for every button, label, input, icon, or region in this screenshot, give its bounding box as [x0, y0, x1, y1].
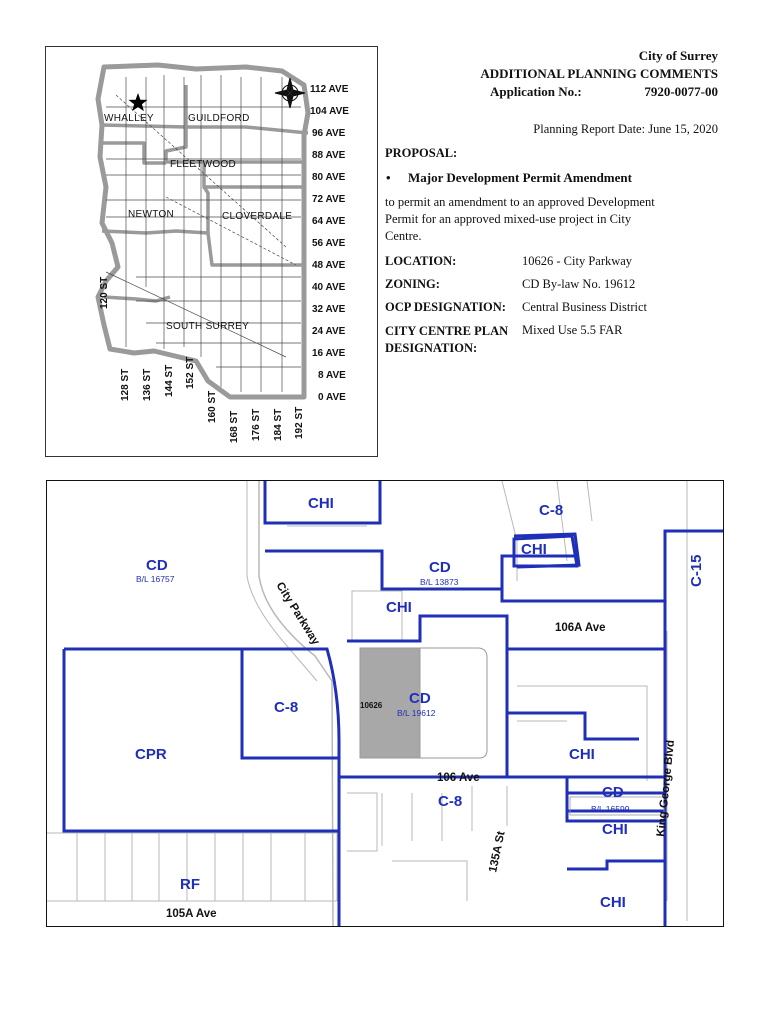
- district-label: GUILDFORD: [188, 113, 250, 124]
- street-label: 136 ST: [142, 368, 153, 401]
- district-label: NEWTON: [128, 209, 175, 220]
- avenue-label: 16 AVE: [312, 348, 346, 359]
- street-label: 160 ST: [207, 390, 218, 423]
- street-labels: [99, 277, 305, 443]
- avenue-labels: [310, 84, 349, 403]
- zone-label-rf: RF: [180, 876, 200, 893]
- street-135a-st: 135A St: [487, 830, 508, 874]
- street-label: 128 ST: [120, 368, 131, 401]
- zone-labels: [135, 495, 705, 911]
- description-line: to permit an amendment to an approved Development: [385, 195, 655, 209]
- application-label: Application No.:: [490, 84, 582, 99]
- ocp-label: OCP DESIGNATION:: [385, 300, 506, 314]
- zoning-map-drawing: [47, 481, 723, 926]
- zoning-label: ZONING:: [385, 277, 440, 291]
- street-king-george-blvd: King George Blvd: [655, 739, 678, 838]
- bylaw-label: B/L 16599: [591, 804, 630, 814]
- city-name: City of Surrey: [638, 48, 718, 63]
- street-label: 144 ST: [164, 364, 175, 397]
- street-city-parkway: City Parkway: [273, 580, 322, 648]
- zone-label-chi: CHI: [600, 894, 626, 911]
- street-label: 184 ST: [273, 408, 284, 441]
- zone-label-cd: CD: [146, 557, 168, 574]
- bylaw-label: B/L 19612: [397, 708, 436, 718]
- bylaw-label: B/L 16757: [136, 574, 175, 584]
- location-value: 10626 - City Parkway: [522, 254, 633, 268]
- avenue-label: 24 AVE: [312, 326, 346, 337]
- street-105a-ave: 105A Ave: [166, 908, 217, 920]
- zone-label-c15: C-15: [688, 554, 705, 587]
- district-label: FLEETWOOD: [170, 159, 237, 170]
- street-label: 168 ST: [229, 410, 240, 443]
- avenue-label: 48 AVE: [312, 260, 346, 271]
- zone-label-chi: CHI: [569, 746, 595, 763]
- application-number: 7920-0077-00: [644, 84, 718, 99]
- avenue-label: 96 AVE: [312, 128, 346, 139]
- label-line: CITY CENTRE PLAN: [385, 324, 509, 338]
- zone-label-cd: CD: [409, 690, 431, 707]
- site-address: 10626: [360, 701, 383, 710]
- zoning-value: CD By-law No. 19612: [522, 277, 636, 291]
- proposal-title: Major Development Permit Amendment: [408, 170, 632, 185]
- district-label: CLOVERDALE: [222, 211, 293, 222]
- avenue-label: 112 AVE: [310, 84, 349, 95]
- bylaw-label: B/L 13873: [420, 577, 459, 587]
- key-map-drawing: [46, 47, 377, 456]
- zone-label-chi: CHI: [521, 541, 547, 558]
- zone-label-chi: CHI: [308, 495, 334, 512]
- street-label: 176 ST: [251, 408, 262, 441]
- street-106a-ave: 106A Ave: [555, 622, 606, 634]
- district-label: WHALLEY: [104, 113, 154, 124]
- avenue-label: 64 AVE: [312, 216, 346, 227]
- avenue-label: 8 AVE: [318, 370, 346, 381]
- report-date: Planning Report Date: June 15, 2020: [533, 122, 718, 136]
- proposal-heading: PROPOSAL:: [385, 146, 458, 160]
- zone-label-cpr: CPR: [135, 746, 167, 763]
- city-centre-plan-value: Mixed Use 5.5 FAR: [522, 323, 623, 337]
- avenue-label: 80 AVE: [312, 172, 346, 183]
- zone-label-c8: C-8: [438, 793, 463, 810]
- location-label: LOCATION:: [385, 254, 457, 268]
- document-title: ADDITIONAL PLANNING COMMENTS: [480, 66, 718, 81]
- zone-label-chi: CHI: [602, 821, 628, 838]
- label-line: DESIGNATION:: [385, 341, 478, 355]
- district-label: SOUTH SURREY: [166, 321, 250, 332]
- zoning-map: [46, 480, 724, 927]
- bullet: •: [386, 170, 391, 185]
- avenue-label: 56 AVE: [312, 238, 346, 249]
- zone-label-c8: C-8: [274, 699, 299, 716]
- proposal-description: [385, 194, 655, 245]
- city-centre-plan-label: [385, 323, 508, 357]
- avenue-label: 32 AVE: [312, 304, 346, 315]
- avenue-label: 40 AVE: [312, 282, 346, 293]
- avenue-label: 0 AVE: [318, 392, 346, 403]
- avenue-label: 104 AVE: [310, 106, 349, 117]
- key-map: [45, 46, 378, 457]
- description-line: Permit for an approved mixed-use project in City: [385, 212, 632, 226]
- zone-label-cd: CD: [602, 784, 624, 801]
- avenue-label: 72 AVE: [312, 194, 346, 205]
- zone-label-chi: CHI: [386, 599, 412, 616]
- street-label: 120 ST: [99, 276, 110, 309]
- zone-label-cd: CD: [429, 559, 451, 576]
- street-106-ave: 106 Ave: [437, 772, 480, 784]
- avenue-label: 88 AVE: [312, 150, 346, 161]
- street-label: 152 ST: [185, 356, 196, 389]
- street-label: 192 ST: [294, 406, 305, 439]
- zone-label-c8: C-8: [539, 502, 564, 519]
- ocp-value: Central Business District: [522, 300, 647, 314]
- description-line: Centre.: [385, 229, 422, 243]
